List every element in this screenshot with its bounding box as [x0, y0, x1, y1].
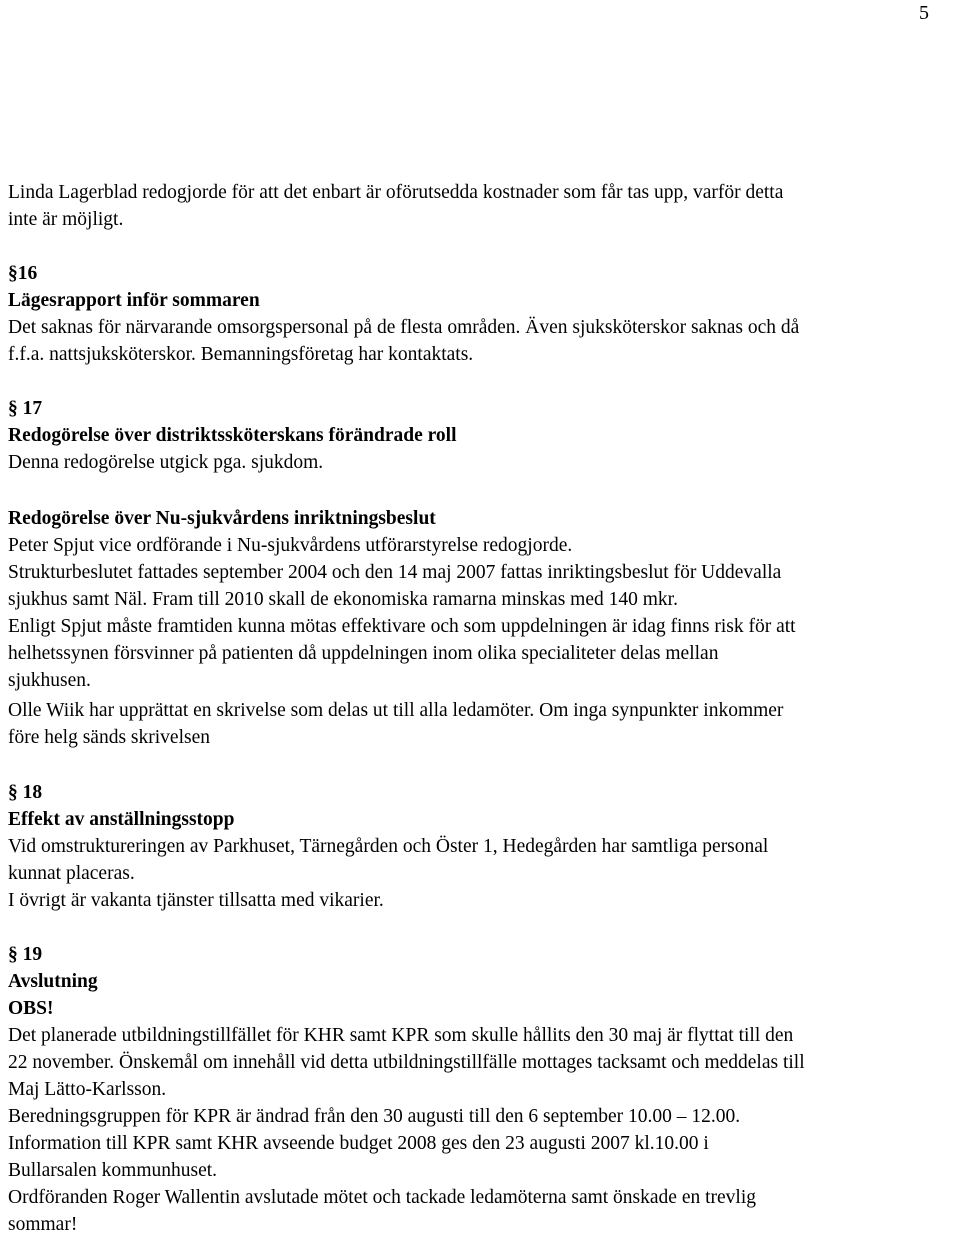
text-line: Bullarsalen kommunhuset. [8, 1160, 218, 1181]
text-line: Strukturbeslutet fattades september 2004 och den 14 maj 2007 fattas inriktingsbeslut för Uddevalla [8, 562, 782, 583]
section-heading: Redogörelse över Nu-sjukvårdens inriktningsbeslut [8, 508, 436, 529]
text-line: Vid omstruktureringen av Parkhuset, Tärnegården och Öster 1, Hedegården har samtliga personal [8, 836, 769, 857]
text-line: Denna redogörelse utgick pga. sjukdom. [8, 452, 324, 473]
section-heading: OBS! [8, 998, 54, 1019]
section-heading: Effekt av anställningsstopp [8, 809, 235, 830]
text-line: sjukhusen. [8, 670, 91, 691]
text-line: Enligt Spjut måste framtiden kunna mötas effektivare och som uppdelningen är idag finns risk för att [8, 616, 796, 637]
text-line: före helg sänds skrivelsen [8, 727, 210, 748]
section-heading: § 18 [8, 782, 43, 803]
section-heading: § 19 [8, 944, 43, 965]
text-line: Det saknas för närvarande omsorgspersonal på de flesta områden. Även sjuksköterskor saknas och då [8, 317, 800, 338]
text-line: helhetssynen försvinner på patienten då uppdelningen inom olika specialiteter delas mellan [8, 643, 719, 664]
text-line: Ordföranden Roger Wallentin avslutade mötet och tackade ledamöterna samt önskade en trevlig [8, 1187, 757, 1208]
page-number: 5 [919, 2, 929, 24]
text-line: Beredningsgruppen för KPR är ändrad från den 30 augusti till den 6 september 10.00 – 12.00. [8, 1106, 741, 1127]
section-heading: §16 [8, 263, 38, 284]
text-line: sjukhus samt Näl. Fram till 2010 skall de ekonomiska ramarna minskas med 140 mkr. [8, 589, 678, 610]
text-line: I övrigt är vakanta tjänster tillsatta med vikarier. [8, 890, 384, 911]
text-line: Peter Spjut vice ordförande i Nu-sjukvårdens utförarstyrelse redogjorde. [8, 535, 573, 556]
text-line: sommar! [8, 1214, 78, 1235]
text-line: f.f.a. nattsjuksköterskor. Bemanningsföretag har kontaktats. [8, 344, 474, 365]
section-heading: § 17 [8, 398, 43, 419]
text-line: Maj Lätto-Karlsson. [8, 1079, 167, 1100]
text-line: kunnat placeras. [8, 863, 135, 884]
text-line: Linda Lagerblad redogjorde för att det enbart är oförutsedda kostnader som får tas upp, varför detta [8, 182, 784, 203]
section-heading: Lägesrapport inför sommaren [8, 290, 260, 311]
text-line: inte är möjligt. [8, 209, 124, 230]
text-line: Information till KPR samt KHR avseende budget 2008 ges den 23 augusti 2007 kl.10.00 i [8, 1133, 709, 1154]
section-heading: Avslutning [8, 971, 98, 992]
text-line: 22 november. Önskemål om innehåll vid detta utbildningstillfälle mottages tacksamt och meddelas till [8, 1052, 805, 1073]
text-line: Det planerade utbildningstillfället för KHR samt KPR som skulle hållits den 30 maj är flyttat till den [8, 1025, 794, 1046]
section-heading: Redogörelse över distriktssköterskans förändrade roll [8, 425, 457, 446]
text-line: Olle Wiik har upprättat en skrivelse som delas ut till alla ledamöter. Om inga synpunkter inkommer [8, 700, 784, 721]
